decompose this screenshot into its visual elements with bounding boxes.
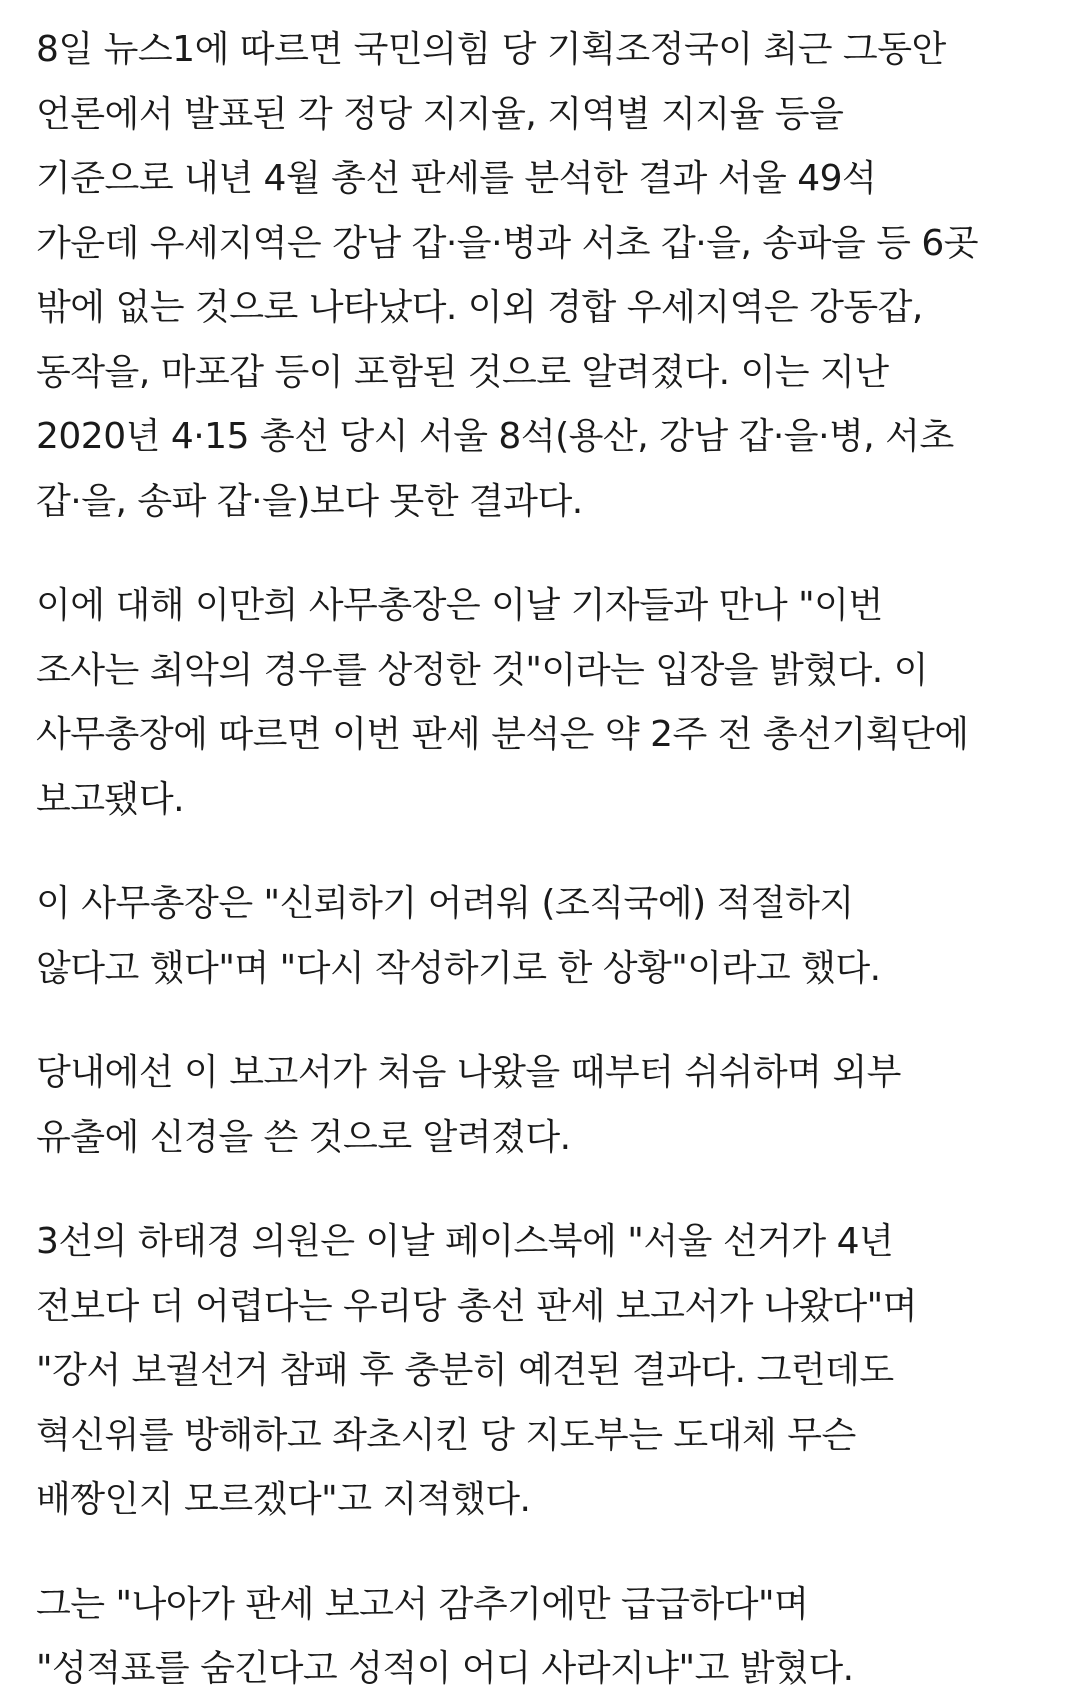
article-paragraph: 3선의 하태경 의원은 이날 페이스북에 "서울 선거가 4년 전보다 더 어렵다는 우리당 총선 판세 보고서가 나왔다"며 "강서 보궐선거 참패 후 충분히 예견된 결과다. 그런데도 혁신위를 방해하고 좌초시킨 당 지도부는 도대체 무슨 배짱인지 모르겠다"고 지적했다. — [36, 1221, 918, 1520]
article-paragraph: 당내에선 이 보고서가 처음 나왔을 때부터 쉬쉬하며 외부 유출에 신경을 쓴 것으로 알려졌다. — [36, 1052, 901, 1158]
article-body — [36, 18, 1056, 1702]
article-paragraph: 8일 뉴스1에 따르면 국민의힘 당 기획조정국이 최근 그동안 언론에서 발표된 각 정당 지지율, 지역별 지지율 등을 기준으로 내년 4월 총선 판세를 분석한 결과 서울 49석 가운데 우세지역은 강남 갑·을·병과 서초 갑·을, 송파을 등 6곳 밖에 없는 것으로 나타났다. 이외 경합 우세지역은 강동갑, 동작을, 마포갑 등이 포함된 것으로 알려졌다. 이는 지난 2020년 4·15 총선 당시 서울 8석(용산, 강남 갑·을·병, 서초 갑·을, 송파 갑·을)보다 못한 결과다. — [36, 29, 979, 522]
article-paragraph: 그는 "나아가 판세 보고서 감추기에만 급급하다"며 "성적표를 숨긴다고 성적이 어디 사라지냐"고 밝혔다. — [36, 1583, 854, 1689]
article-paragraph: 이 사무총장은 "신뢰하기 어려워 (조직국에) 적절하지 않다고 했다"며 "다시 작성하기로 한 상황"이라고 했다. — [36, 883, 881, 989]
article-paragraph: 이에 대해 이만희 사무총장은 이날 기자들과 만나 "이번 조사는 최악의 경우를 상정한 것"이라는 입장을 밝혔다. 이 사무총장에 따르면 이번 판세 분석은 약 2주 전 총선기획단에 보고됐다. — [36, 585, 969, 820]
